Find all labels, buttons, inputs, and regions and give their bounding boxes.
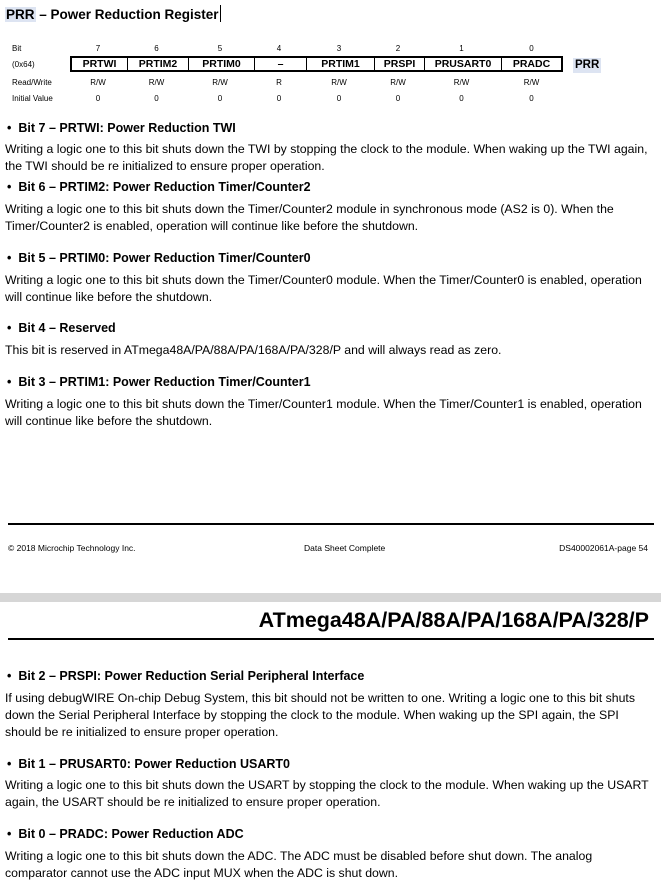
initial-value: 0 <box>95 94 101 103</box>
rw-value: R/W <box>148 78 165 87</box>
section-text-bit5: Writing a logic one to this bit shuts down the Timer/Counter0 module. When the Timer/Counter0 is enabled, operation will continue like before the shutdown. <box>5 273 642 304</box>
initial-value: 0 <box>459 94 464 103</box>
title-text: – Power Reduction Register <box>35 7 219 22</box>
bit-name-cell: PRTIM0 <box>189 58 255 70</box>
initial-value: 0 <box>276 94 282 103</box>
rw-value: R/W <box>90 78 106 87</box>
footer-center: Data Sheet Complete <box>304 543 386 553</box>
initial-value: 0 <box>154 94 159 103</box>
section-text-bit6: Writing a logic one to this bit shuts down the Timer/Counter2 module in synchronous mode (AS2 is 0). When the Timer/Counter2 is enabled, operation will continue like before the shutdown. <box>5 202 614 233</box>
row-label-read-write: Read/Write <box>12 78 52 87</box>
section-text-bit2: If using debugWIRE On-chip Debug System, this bit should not be written to one. Writing a logic one to this bit shuts down the Serial Peripheral Interface by stopping the clock to the module. When waking up the SPI again, the SPI should be re initialized to ensure proper operation. <box>5 691 635 739</box>
initial-value: 0 <box>217 94 223 103</box>
bit-name-cell: PRADC <box>512 58 551 70</box>
bit-number: 0 <box>529 44 534 53</box>
section-heading-bit0: • Bit 0 – PRADC: Power Reduction ADC <box>7 827 244 841</box>
section-heading-bit4: • Bit 4 – Reserved <box>7 321 116 335</box>
bit-number: 5 <box>217 44 223 53</box>
read-write-row <box>70 78 563 87</box>
row-label-initial-value: Initial Value <box>12 94 53 103</box>
section-heading-bit7: • Bit 7 – PRTWI: Power Reduction TWI <box>7 121 236 135</box>
page-separator <box>0 593 661 602</box>
section-heading-bit3: • Bit 3 – PRTIM1: Power Reduction Timer/Counter1 <box>7 375 311 389</box>
bit-number-row <box>70 44 563 53</box>
bit-name-cell: PRTWI <box>72 58 128 70</box>
bit-number: 1 <box>459 44 464 53</box>
text-cursor <box>220 5 221 22</box>
initial-value-row <box>70 94 563 103</box>
footer-copyright: © 2018 Microchip Technology Inc. <box>8 543 136 553</box>
initial-value: 0 <box>529 94 534 103</box>
bit-name-cell: PRTIM1 <box>307 58 375 70</box>
bit-name-cell: PRTIM2 <box>128 58 189 70</box>
footer-page-number: DS40002061A-page 54 <box>559 543 648 553</box>
rw-value: R/W <box>453 78 470 87</box>
section-text-bit0: Writing a logic one to this bit shuts down the ADC. The ADC must be disabled before shut down. The analog comparator cannot use the ADC input MUX when the ADC is shut down. <box>5 849 593 880</box>
section-heading-bit2: • Bit 2 – PRSPI: Power Reduction Serial Peripheral Interface <box>7 669 365 683</box>
bit-number: 7 <box>95 44 101 53</box>
section-text-bit1: Writing a logic one to this bit shuts down the USART by stopping the clock to the module. When waking up the USART again, the USART should be re initialized to ensure proper operation. <box>5 778 649 809</box>
page-title <box>5 5 221 22</box>
bit-number: 6 <box>154 44 159 53</box>
rw-value: R/W <box>523 78 540 87</box>
register-name-highlight: PRR <box>6 7 35 22</box>
section-text-bit7: Writing a logic one to this bit shuts down the TWI by stopping the clock to the module. When waking up the TWI again, the TWI should be re initialized to ensure proper operation. <box>5 142 648 173</box>
initial-value: 0 <box>336 94 342 103</box>
row-label-address: (0x64) <box>12 60 35 69</box>
row-label-bit: Bit <box>12 44 22 53</box>
header-rule <box>8 638 654 640</box>
section-heading-bit5: • Bit 5 – PRTIM0: Power Reduction Timer/Counter0 <box>7 251 311 265</box>
bit-name-cell: PRSPI <box>375 58 425 70</box>
bit-name-cell: – <box>255 58 307 70</box>
rw-value: R/W <box>390 78 406 87</box>
register-label: PRR <box>575 59 600 71</box>
rw-value: R <box>276 78 282 87</box>
section-heading-bit1: • Bit 1 – PRUSART0: Power Reduction USART0 <box>7 757 290 771</box>
section-heading-bit6: • Bit 6 – PRTIM2: Power Reduction Timer/Counter2 <box>7 180 311 194</box>
footer-rule <box>8 523 654 525</box>
register-bit-table <box>70 56 563 72</box>
rw-value: R/W <box>212 78 228 87</box>
bit-number: 2 <box>395 44 401 53</box>
page-header-title: ATmega48A/PA/88A/PA/168A/PA/328/P <box>258 608 649 632</box>
bit-number: 3 <box>336 44 342 53</box>
rw-value: R/W <box>331 78 347 87</box>
initial-value: 0 <box>395 94 401 103</box>
bit-name-cell: PRUSART0 <box>425 58 502 70</box>
bit-number: 4 <box>276 44 282 53</box>
section-text-bit3: Writing a logic one to this bit shuts down the Timer/Counter1 module. When the Timer/Counter1 is enabled, operation will continue like before the shutdown. <box>5 397 642 428</box>
section-text-bit4: This bit is reserved in ATmega48A/PA/88A/PA/168A/PA/328/P and will always read as zero. <box>5 343 502 357</box>
